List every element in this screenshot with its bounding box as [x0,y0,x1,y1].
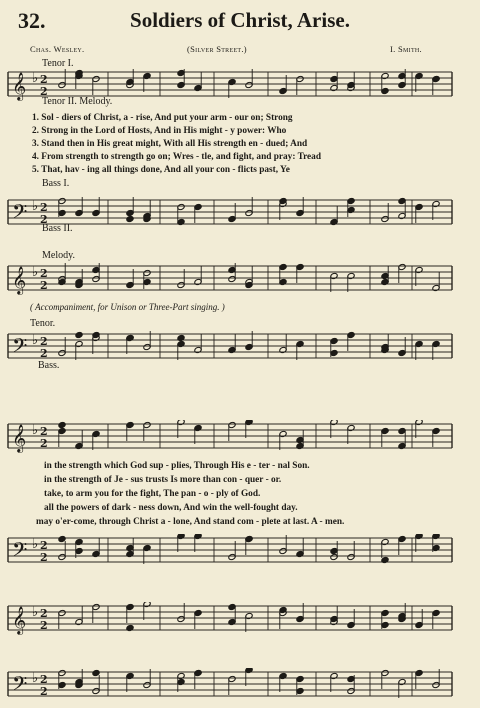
flat-key-signature-icon: ♭ [32,423,39,438]
flat-key-signature-icon: ♭ [32,265,39,280]
label-tenor-2: Tenor II. Melody. [42,96,113,107]
note-head [126,624,134,631]
verse-3-line-b: take, to arm you for the fight, The pan - o - ply of God. [44,489,261,499]
flat-key-signature-icon: ♭ [32,605,39,620]
verse-4-line-a: 4. From strength to strength go on; Wres - tle, and fight, and pray: Tread [32,152,321,162]
note-head [126,215,134,222]
verse-1-line-b: in the strength which God sup - plies, Through His e - ter - nal Son. [44,461,310,471]
verse-2-line-b: in the strength of Je - sus trusts Is more than con - quer - or. [44,475,282,485]
flat-key-signature-icon: ♭ [32,199,39,214]
time-signature-top: 2 [40,425,48,438]
note-head [177,334,185,341]
label-tenor: Tenor. [30,318,56,329]
note-head [432,75,440,82]
time-signature-top: 2 [40,607,48,620]
flat-key-signature-icon: ♭ [32,333,39,348]
treble-clef-icon: 𝄞 [12,72,27,100]
verse-3-line-a: 3. Stand then in His great might, With all His strength en - dued; And [32,139,308,149]
label-bass-2: Bass II. [42,223,73,234]
time-signature-bottom: 2 [40,347,48,360]
time-signature-top: 2 [40,539,48,552]
note-head [58,421,66,428]
time-signature-top: 2 [40,201,48,214]
verse-5-line-b: may o'er-come, through Christ a - lone, And stand com - plete at last. A - men. [36,517,345,527]
note-head [126,334,134,341]
label-bass: Bass. [38,360,60,371]
time-signature-top: 2 [40,267,48,280]
note-head [75,331,83,338]
verse-1-line-a: 1. Sol - diers of Christ, a - rise, And put your arm - our on; Strong [32,113,293,123]
tune-name: (Silver Street.) [187,44,247,54]
note-head [245,535,253,542]
music-staff-melody-2 [0,602,480,636]
verse-5-line-a: 5. That, hav - ing all things done, And all your con - flicts past, Ye [32,165,290,175]
time-signature-bottom: 2 [40,551,48,564]
accompaniment-note: ( Accompaniment, for Unison or Three-Part singing. ) [30,302,225,312]
music-staff-treble-2 [0,420,480,454]
time-signature-bottom: 2 [40,213,48,226]
composer-credit: I. Smith. [390,44,422,54]
verse-2-line-a: 2. Strong in the Lord of Hosts, And in His might - y power: Who [32,126,287,136]
flat-key-signature-icon: ♭ [32,671,39,686]
music-staff-bass-2 [0,534,480,568]
time-signature-bottom: 2 [40,437,48,450]
music-staff-tenor [0,330,480,364]
label-melody: Melody. [42,250,75,261]
verse-4-line-b: all the powers of dark - ness down, And win the well-fought day. [44,503,298,513]
bass-clef-icon: 𝄢 [12,672,28,700]
time-signature-top: 2 [40,335,48,348]
time-signature-top: 2 [40,673,48,686]
flat-key-signature-icon: ♭ [32,537,39,552]
bass-clef-icon: 𝄢 [12,200,28,228]
bass-clef-icon: 𝄢 [12,538,28,566]
music-staff-melody [0,262,480,296]
bass-clef-icon: 𝄢 [12,334,28,362]
treble-clef-icon: 𝄞 [12,424,27,452]
note-head [194,669,202,676]
time-signature-top: 2 [40,73,48,86]
treble-clef-icon: 𝄞 [12,266,27,294]
time-signature-bottom: 2 [40,85,48,98]
hymn-number: 32. [18,8,46,33]
label-tenor-1: Tenor I. [42,58,74,69]
hymn-title: Soldiers of Christ, Arise. [130,8,350,32]
time-signature-bottom: 2 [40,685,48,698]
flat-key-signature-icon: ♭ [32,71,39,86]
music-staff-accompaniment-2 [0,668,480,702]
time-signature-bottom: 2 [40,279,48,292]
time-signature-bottom: 2 [40,619,48,632]
treble-clef-icon: 𝄞 [12,606,27,634]
label-bass-1: Bass I. [42,178,70,189]
author-credit: Chas. Wesley. [30,44,85,54]
